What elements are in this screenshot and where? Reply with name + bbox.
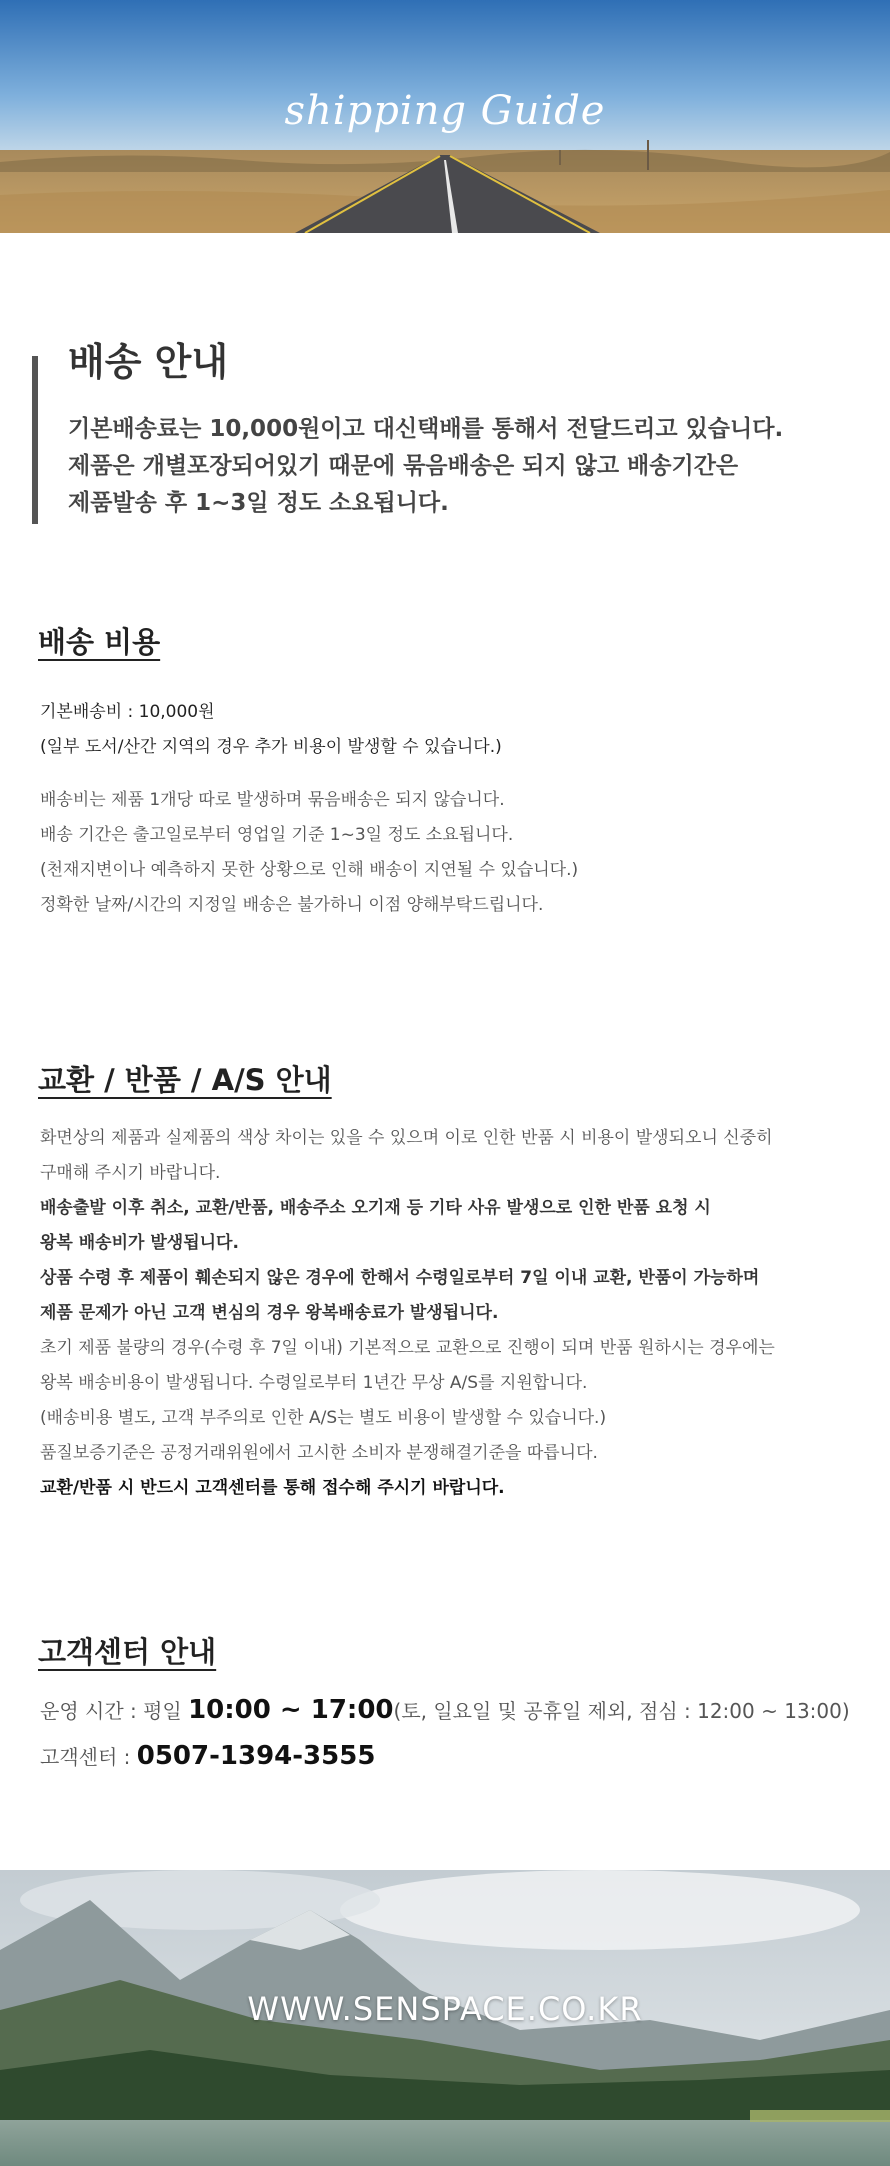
text-line: 화면상의 제품과 실제품의 색상 차이는 있을 수 있으며 이로 인한 반품 시 비용이 발생되오니 신중히 (40, 1128, 773, 1148)
section-title-customer-center: 고객센터 안내 (38, 1635, 217, 1669)
text-line: 구매해 주시기 바랍니다. (40, 1163, 221, 1183)
footer-mountain-image (0, 1870, 890, 2166)
text-line-emphasis: 배송출발 이후 취소, 교환/반품, 배송주소 오기재 등 기타 사유 발생으로 인한 반품 요청 시 (40, 1198, 711, 1218)
phone-info (40, 1734, 880, 1780)
text-line-emphasis: 상품 수령 후 제품이 훼손되지 않은 경우에 한해서 수령일로부터 7일 이내 교환, 반품이 가능하며 (40, 1268, 760, 1288)
text-line: (천재지변이나 예측하지 못한 상황으로 인해 배송이 지연될 수 있습니다.) (40, 860, 579, 880)
text-line: 배송비는 제품 1개당 따로 발생하며 묶음배송은 되지 않습니다. (40, 790, 505, 810)
section-title-shipping-cost: 배송 비용 (38, 625, 161, 659)
customer-center-info (40, 1688, 880, 1780)
shipping-cost-text (40, 695, 870, 765)
intro-text (68, 411, 852, 522)
operating-hours (40, 1688, 880, 1734)
intro-line: 기본배송료는 10,000원이고 대신택배를 통해서 전달드리고 있습니다. (68, 416, 784, 443)
text-line: 정확한 날짜/시간의 지정일 배송은 불가하니 이점 양해부탁드립니다. (40, 895, 544, 915)
shipping-intro (32, 340, 852, 524)
text-line-emphasis: 왕복 배송비가 발생됩니다. (40, 1233, 239, 1253)
text-line: (배송비용 별도, 고객 부주의로 인한 A/S는 별도 비용이 발생할 수 있습니다.) (40, 1408, 607, 1428)
banner-road-image (0, 0, 890, 233)
text-line: 초기 제품 불량의 경우(수령 후 7일 이내) 기본적으로 교환으로 진행이 되며 반품 원하시는 경우에는 (40, 1338, 775, 1358)
text-line-emphasis: 교환/반품 시 반드시 고객센터를 통해 접수해 주시기 바랍니다. (40, 1478, 505, 1498)
website-url: WWW.SENSPACE.CO.KR (247, 1990, 643, 2028)
text-line: 배송 기간은 출고일로부터 영업일 기준 1~3일 정도 소요됩니다. (40, 825, 514, 845)
text-line: 품질보증기준은 공정거래위원에서 고시한 소비자 분쟁해결기준을 따릅니다. (40, 1443, 598, 1463)
text-line-emphasis: 제품 문제가 아닌 고객 변심의 경우 왕복배송료가 발생됩니다. (40, 1303, 499, 1323)
shipping-cost-details (40, 783, 870, 923)
banner-title: shipping Guide (284, 88, 606, 134)
exchange-return-text (40, 1121, 870, 1506)
base-fee-note: (일부 도서/산간 지역의 경우 추가 비용이 발생할 수 있습니다.) (40, 737, 502, 757)
base-fee: 기본배송비 : 10,000원 (40, 702, 215, 722)
text-line: 왕복 배송비용이 발생됩니다. 수령일로부터 1년간 무상 A/S를 지원합니다. (40, 1373, 588, 1393)
hours-note: (토, 일요일 및 공휴일 제외, 점심 : 12:00 ~ 13:00) (393, 1699, 850, 1723)
section-title-exchange-return: 교환 / 반품 / A/S 안내 (38, 1063, 332, 1097)
phone-number: 0507-1394-3555 (136, 1741, 376, 1771)
hours-time: 10:00 ~ 17:00 (188, 1695, 394, 1725)
intro-line: 제품발송 후 1~3일 정도 소요됩니다. (68, 490, 449, 517)
hours-label: 운영 시간 : 평일 (40, 1699, 189, 1723)
phone-label: 고객센터 : (40, 1745, 137, 1769)
intro-line: 제품은 개별포장되어있기 때문에 묶음배송은 되지 않고 배송기간은 (68, 453, 739, 480)
intro-title: 배송 안내 (68, 340, 229, 384)
